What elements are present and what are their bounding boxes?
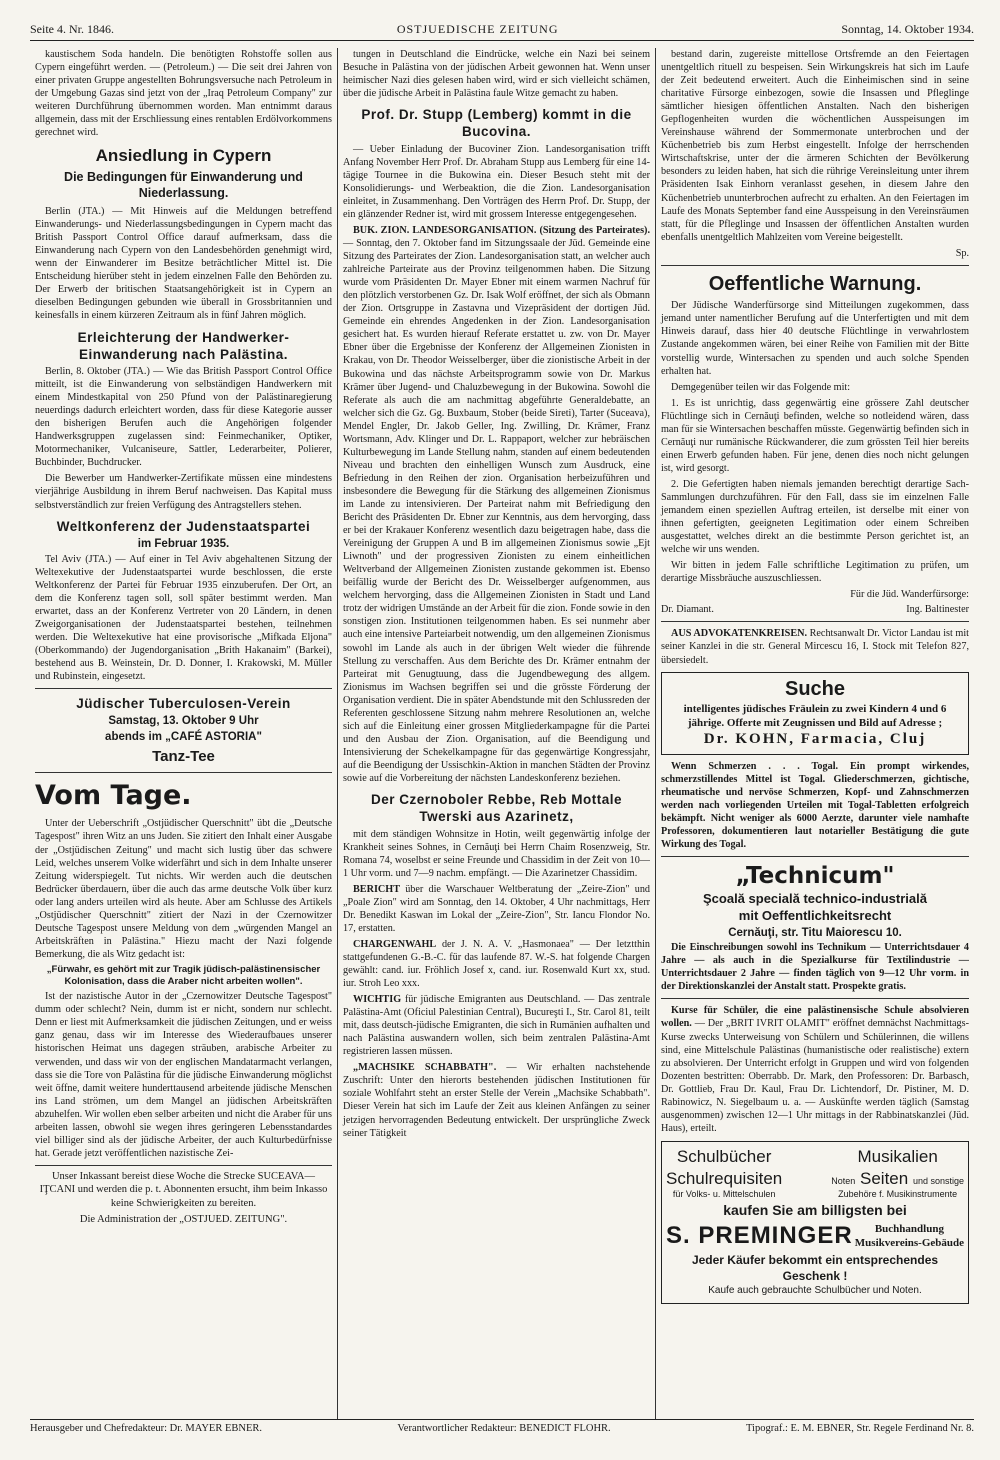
ad-preminger-name: S. PREMINGER xyxy=(666,1221,853,1249)
ad-technicum-address: Cernăuţi, str. Titu Maiorescu 10. xyxy=(728,926,902,939)
ad-technicum-sub1: Şcoală specială technico-industrială xyxy=(703,891,927,907)
issue-date: Sonntag, 14. Oktober 1934. xyxy=(841,22,974,36)
warnung-sign-2: Ing. Baltinester xyxy=(906,604,969,616)
article-continuation: kaustischem Soda handeln. Die benötigten Rohstoffe sollen aus Cypern eingeführt werden. — (Petroleum.) — Die seit drei Jahren von einer privaten Gruppe angestellten Bohrungsversuche nach Petroleum in der Umgebung Gazas sind jetzt von der „Iraq Petroleum Company" zur weiteren Durchführung übernommen worden. Man entnimmt daraus allgemein, dass mit der Erschliessung eines rentablen Erdölvorkommens gerechnet wird. xyxy=(35,49,332,139)
article-title-cypern: Ansiedlung in Cypern xyxy=(95,146,272,166)
article-body-warnung: Der Jüdische Wanderfürsorge sind Mitteilungen zugekommen, dass jemand unter namentlicher Berufung auf die Unterfertigten und mit dem Hinweis darauf, dass hier 40 deutsche Flüchtlinge in verwahrlostem Zustande angekommen wären, bei einer Reihe von Familien mit der Bitte vorstellig wurde, Wintersachen zu spenden und auch solche Spenden erhalten hat. xyxy=(661,300,969,377)
ad-preminger xyxy=(661,1141,969,1304)
article-title-wichtig: WICHTIG xyxy=(353,994,402,1006)
ad-preminger-gift2: Geschenk ! xyxy=(782,1268,848,1283)
article-body-vom-tage: Unter der Ueberschrift „Ostjüdischer Querschnitt" übt die „Deutsche Tagespost" ihren Witz an uns Juden. Sie zitiert den Inhalt einer Ausgabe der „Ostjüdischen Zeitung" und macht sich lustig über das schwere Leid, welches unserem Volke widerfährt und sich in dem Inhalte unserer Zeitung widerspiegelt. Tut nichts. Wir werden auch die deutschen Bedrücker überdauern, über die auch das arme deutsche Volk über kurz oder lang anders urteilen wird als heute. Aber am Schlusse des Artikels „Ostjüdischer Querschnitt" zitiert der Nazi in der Czernowitzer Deutsche Tagespost unsere Meldung von dem „würgenden Mangel an Arbeitskräften in Palästina." Hiezu macht der Nazi folgende Bemerkung, die als Witz gedacht ist: xyxy=(35,818,332,960)
ad-technicum-text: Die Einschreibungen sowohl ins Technikum — Unterrichtsdauer 4 Jahre — als auch in die Spezialkurse für Textilindustrie — Unterrichtsdauer 2 Jahre — finden täglich von 9—12 Uhr vorm. in der Direktionskanzlei der Anstalt statt. Prospekte gratis. xyxy=(661,942,969,993)
ad-preminger-shop1: Buchhandlung xyxy=(874,1223,944,1236)
article-title-chargenwahl: CHARGENWAHL xyxy=(353,938,437,950)
ad-left-line3: für Volks- u. Mittelschulen xyxy=(672,1189,776,1200)
article-title-parteirat: BUK. ZION. LANDESORGANISATION. (Sitzung des Parteirates). xyxy=(353,225,650,236)
footer-editor: Verantwortlicher Redakteur: BENEDICT FLOHR. xyxy=(397,1423,611,1434)
ad-right-line1: Musikalien xyxy=(857,1146,938,1166)
ad-suche-title: Suche xyxy=(784,677,846,700)
divider xyxy=(661,998,969,999)
column-2 xyxy=(338,48,656,1420)
footer-publisher: Herausgeber und Chefredakteur: Dr. MAYER EBNER. xyxy=(30,1423,263,1434)
article-body-rebbe: mit dem ständigen Wohnsitze in Hotin, weilt gegenwärtig infolge der Krankheit seines Sohnes, in Cernăuţi bei Herrn Chaim Rosenzweig, Str. Romana 74, woselbst er seine Freunde und Chassidim in der Zeit von 10—1 Uhr vorm. und 7—9 nachm. empfängt. — Die Azarinetzer Chassidim. xyxy=(343,828,650,879)
article-kurse xyxy=(661,1004,969,1134)
article-title-warnung: Oeffentliche Warnung. xyxy=(708,272,922,295)
page-header xyxy=(30,22,974,41)
ad-suche xyxy=(661,672,969,755)
ad-preminger-shop xyxy=(855,1222,964,1250)
article-wichtig xyxy=(343,993,650,1058)
article-body-warnung-2: Demgegenüber teilen wir das Folgende mit: xyxy=(671,381,851,393)
inkasso-notice-sign: Die Administration der „OSTJUED. ZEITUNG". xyxy=(79,1214,288,1226)
section-title-vom-tage: Vom Tage. xyxy=(35,779,192,811)
article-body-bericht: über die Warschauer Weltberatung der „Zeire-Zion" und „Poale Zion" wird am Sonntag, den 14. Oktober, 4 Uhr nachmittags, Herr Dr. Benedikt Kaswan im Lokal der „Zeire-Zion", Str. Iancu Flondor No. 17, erstatten. xyxy=(343,883,651,934)
article-body-machsike: — Wir erhalten nachstehende Zuschrift: Unter den hierorts bestehenden jüdischen Institutionen für soziale Wohlfahrt steht an erster Stelle der Verein „Machsike Schabbath". Dieser Verein hat sich im Laufe der Zeit aus kleinen Anfängen zu seiner jetzigen hervorragenden Bedeutung entwickelt. Der ursprüngliche Zweck seiner Tätigkeit xyxy=(343,1062,650,1139)
column-1 xyxy=(30,48,338,1420)
newspaper-page xyxy=(30,22,974,1434)
article-body-warnung-5: Wir bitten in jedem Falle schriftliche Legitimation zu prüfen, um derartige Missbräuche auszuschliessen. xyxy=(661,560,969,585)
divider xyxy=(35,772,332,773)
ad-preminger-gift3: Kaufe auch gebrauchte Schulbücher und Noten. xyxy=(708,1285,922,1297)
article-machsike xyxy=(343,1061,650,1139)
divider xyxy=(661,265,969,266)
ad-technicum-title: „Technicum" xyxy=(735,862,895,889)
ad-left-line2: Schulrequisiten xyxy=(666,1168,783,1188)
article-title-advokaten: AUS ADVOKATENKREISEN. xyxy=(671,628,808,640)
ad-right-seiten: Seiten xyxy=(860,1168,909,1188)
article-title-rebbe: Der Czernoboler Rebbe, Reb Mottale Twerski aus Azarinetz, xyxy=(370,792,623,825)
footer-printer: Tipograf.: E. M. EBNER, Str. Regele Ferdinand Nr. 8. xyxy=(746,1423,974,1434)
article-title-machsike: „MACHSIKE SCHABBATH". xyxy=(353,1062,497,1074)
article-body-cypern: Berlin (JTA.) — Mit Hinweis auf die Meldungen betreffend Einwanderungs- und Niederlassungsbedingungen in Cypern macht das British Passport Control Office darauf aufmerksam, dass die Einwanderung nach Cypern von den Landesbehörden genehmigt wird, wenn der Einwanderer im Besitze beträchtlicher Mittel ist. Die Entscheidung hierüber steht in jedem einzelnen Falle den Behörden zu. Der Erwerb der britischen Staatsangehörigkeit ist in Cypern an dieselben Bedingungen gebunden wie überall in Grossbritannien und keinesfalls in einem kürzeren Zeitraum als in fünf Jahren möglich. xyxy=(35,206,332,322)
article-body-handwerker: Berlin, 8. Oktober (JTA.) — Wie das British Passport Control Office mitteilt, ist die Einwanderung von selbständigen Handwerkern mit einem Mindestkapital von 250 Pfund von der Palästinaregierung neuerdings dadurch erleichtert worden, dass für diese Kategorie ausser den bisherigen Berufen auch die Angehörigen folgender Handwerksgruppen zugelassen sind: Feinmechaniker, Optiker, Motormechaniker, Vulcaniseure, Sattler, Lederarbeiter, Polierer, Buchbinder, Buchdrucker. xyxy=(35,366,332,469)
warnung-sign-1: Dr. Diamant. xyxy=(661,604,714,616)
divider xyxy=(35,688,332,689)
ad-preminger-name-row xyxy=(666,1221,964,1252)
article-quote: „Fürwahr, es gehört mit zur Tragik jüdisch-palästinensischer Kolonisation, dass die Araber nicht arbeiten wollen". xyxy=(46,963,321,988)
article-title-handwerker: Erleichterung der Handwerker-Einwanderung nach Palästina. xyxy=(77,329,290,362)
ad-technicum-sub2: mit Oeffentlichkeitsrecht xyxy=(738,907,892,923)
article-body-advokaten: Rechtsanwalt Dr. Victor Landau ist mit seiner Kanzlei in die str. General Mircescu 16, I. Stock mit Telefon 827, übersiedelt. xyxy=(661,628,969,666)
divider xyxy=(661,856,969,857)
article-title-bericht: BERICHT xyxy=(353,883,400,895)
article-advokaten xyxy=(661,627,969,666)
warnung-signatures xyxy=(661,603,969,616)
article-chargenwahl xyxy=(343,938,650,990)
article-body-handwerker-2: Die Bewerber um Handwerker-Zertifikate müssen eine mindestens vierjährige Ausbildung in ihrem Beruf nachweisen. Das Kapital muss selbstverständlich zur freien Verfügung des Antragstellers stehen. xyxy=(35,473,332,511)
article-parteirat xyxy=(343,224,650,785)
ad-right-line2 xyxy=(831,1168,964,1190)
article-title-stupp: Prof. Dr. Stupp (Lemberg) kommt in die Bucovina. xyxy=(361,107,632,140)
ad-preminger-gift1: Jeder Käufer bekommt ein entsprechendes xyxy=(691,1252,939,1267)
inkasso-notice xyxy=(35,1165,332,1227)
article-body-kurse: — Der „BRIT IVRIT OLAMIT" eröffnet demnächst Nachmittags-Kurse zwecks Unterweisung von Schülern und Schülerinnen, die willens sind, eine Mittelschule Palästinas (humanistische oder realistische) extern zu absolvieren. Der Unterricht erfolgt in Gruppen und wird von folgenden Dozenten bestritten: Oberrabb. Dr. Mark, den Professoren: Dr. Barbasch, Dr. Gottlieb, Frau Dr. Kaul, Frau Dr. Lichtendorf, Dr. Pistiner, M. D. Rabinowicz, N. Siegelbaum u. a. — Auskünfte werden täglich (Samstag ausgenommen) zwischen 12—1 Uhr mittags in der Rabbinatskanzlei (Jüd. Haus), erteilt. xyxy=(661,1018,970,1134)
article-body-weltkonferenz: Tel Aviv (JTA.) — Auf einer in Tel Aviv abgehaltenen Sitzung der Weltexekutive der Judenstaatspartei wurde beschlossen, die erste Weltkonferenz der Partei für Februar 1935 einzuberufen. Der Ort, an dem die Konferenz tagen soll, soll später bestimmt werden. Man erwartet, dass an der Konferenz Vertreter von 20 Ländern, in denen Zweigorganisationen der Judenstaatspartei bestehen, teilnehmen werden. Die Weltexekutive hat eine provisorische „Mifkada Eljona" (Oberkommando) der Jugendorganisation „Brith Hakanaim" (Barkei), bestehend aus B. Weinstein, Dr. D. Donner, I. Krakowski, M. Müller und Rubinstein, eingesetzt. xyxy=(35,553,332,682)
article-title-kurse: Kurse für Schüler, die eine palästinensische Schule absolvieren wollen. xyxy=(661,1005,969,1030)
ad-preminger-top xyxy=(666,1146,964,1201)
ad-title-tuberculosen: Jüdischer Tuberculosen-Verein xyxy=(76,696,291,711)
ad-suche-text: intelligentes jüdisches Fräulein zu zwei Kindern 4 und 6 jährige. Offerte mit Zeugnissen und Bild auf Adresse ; xyxy=(683,703,947,730)
article-body-warnung-3: 1. Es ist unrichtig, dass gegenwärtig eine grössere Zahl deutscher Flüchtlinge sich in Cernăuţi befinden, welche so notleidend wären, dass man für sie Wintersachen beschaffen müsste. Gegenwärtig befinden sich in Cernăuţi nur rumänische Rückwanderer, die zum grössten Teil hier bereits einen Erwerb gefunden haben. Für jene, denen dies noch nicht gelungen ist, wird gesorgt. xyxy=(661,397,969,474)
ad-preminger-line: kaufen Sie am billigsten bei xyxy=(723,1201,907,1218)
ad-musikalien xyxy=(831,1146,964,1201)
ad-line-event: Tanz-Tee xyxy=(152,747,215,765)
ad-right-sonstige: und sonstige xyxy=(912,1175,964,1186)
page-number: Seite 4. Nr. 1846. xyxy=(30,22,114,36)
article-signature: Sp. xyxy=(955,247,969,259)
column-3 xyxy=(656,48,974,1420)
ad-right-noten: Noten xyxy=(831,1175,856,1186)
article-bericht xyxy=(343,883,650,935)
ad-togal-title: Wenn Schmerzen . . . Togal. xyxy=(671,760,839,772)
ad-togal-text: Ein prompt wirkendes, schmerzstillendes Mittel ist Togal. Gliederschmerzen, gichtische, rheumatische und nervöse Schmerzen, Kopf- und Zahnschmerzen werden nach vorliegenden Urteilen mit Togal-Tabletten erfolgreich bekämpft. Nicht weniger als 6000 Aerzte, darunter viele namhafte Professoren, dokumentieren laut notarieller Bestätigung die gute Wirkung des Togal. xyxy=(661,760,969,850)
article-subtitle-weltkonferenz: im Februar 1935. xyxy=(137,537,230,550)
article-subtitle-cypern: Die Bedingungen für Einwanderung und Niederlassung. xyxy=(64,170,303,201)
ad-schulbuecher xyxy=(666,1146,782,1201)
ad-suche-contact: Dr. KOHN, Farmacia, Cluj xyxy=(703,731,927,748)
divider xyxy=(661,621,969,622)
article-continuation: bestand darin, zugereiste mittellose Ortsfremde an den Feiertagen unentgeltlich rituell zu bespeisen. Sein Wirkungskreis hat sich im Laufe der Zeit bedeutend erweitert. Auch die Einheimischen sind in seine charitative Fürsorge einbezogen, sowie die Insassen und Pfleglinge sämtlicher hiesigen öffentlichen Anstalten. Nach den bisherigen Gepflogenheiten wurden die wöchentlichen Ausspeisungen im Vereinshause während der Sommermonate unterbrochen und der Küchenbetrieb bis zum Herbst eingestellt. Infolge der herrschenden Wirtschaftskrise, unter der die ärmeren Schichten der Bevölkerung besonders zu leiden haben, hat sich die rührige Vereinsleitung unter ihrem Präsidenten Isak Einhorn veranlasst gesehen, in diesem Jahre den Küchenbetrieb ununterbrochen aufrecht zu erhalten. An den Feiertagen im Laufe des Monats September fand eine Ausspeisung in den Vereinsräumen statt, für die Pfleglinge und Insassen der öffentlichen Anstalten wurden ebenfalls unentgeltlich Mahlzeiten vom Vereine beigestellt. xyxy=(661,49,969,243)
article-body-vom-tage-2: Ist der nazistische Autor in der „Czernowitzer Deutsche Tagespost" dumm oder schlecht? Nein, dumm ist er nicht, sondern nur schlecht. Denn er liest mit Aufmerksamkeit die jüdischen Zeitungen, und er weiss ganz genau, dass wir im Interesse des Wiederaufbaues unserer historischen Heimat uns dagegen sträuben, arabische Arbeiter zu verwenden, und dass wir von der englischen Mandatarmacht verlangen, dass sie die Tore von Palästina für die jüdische Einwanderung möglichst weit öffne, damit weitere hunderttausend arbeitende jüdische Menschen ins Land strömen, um dem Mangel an jüdischen Arbeitskräften abzuhelfen. Wir wollen eben selber arbeiten und nicht die Araber für uns arbeiten lassen, obwohl sie wegen ihres geringeren Lebensstandardes viel billiger sind als der jüdische Arbeiter, der auch Kulturbedürfnisse hat. Gerade jetzt veröffentlichen nazistische Zei- xyxy=(35,991,332,1159)
warnung-sign-org: Für die Jüd. Wanderfürsorge: xyxy=(850,589,969,601)
article-body-wichtig: für jüdische Emigranten aus Deutschland. — Das zentrale Palästina-Amt (Oficiul Palestinian Central), Bucureşti I., Str. Carol 81, teilt mit, dass deutsch-jüdische Emigranten, die sich in Rumänien aufhalten und nach Palästina auswandern wollen, sich beim zentralen Palästina-Amt registrieren lassen müssen. xyxy=(343,994,651,1058)
ad-line-date: Samstag, 13. Oktober 9 Uhr xyxy=(108,715,259,728)
ad-preminger-shop2: Musikvereins-Gebäude xyxy=(854,1237,964,1250)
columns xyxy=(30,48,974,1420)
page-footer xyxy=(30,1419,974,1434)
article-body-parteirat: — Sonntag, den 7. Oktober fand im Sitzungssaale der Jüd. Gemeinde eine Sitzung des Parteirates der Zion. Landesorganisation statt, an welcher auch zahlreiche Parteirate aus der Provinz teilgenommen haben. Die Sitzung wurde vom Präsidenten Dr. Mayer Ebner mit einem warmen Nachruf für den plötzlich verstorbenen Gz. Dr. Isak Wolf eröffnet, der sich als Obmann der Zion. Ortsgruppe in Zastavna und Vizepräsident der dortigen Jüd. Gemeinde ein ehrendes Angedenken in der Zion. Landesorganisation gesichert hat. Es wurden hierauf Referate erstattet u. zw. von Dr. Mayer Ebner über die Ergebnisse der Konferenz der Allgemeinen Zionisten in Krakau, von Dr. Theodor Weisselberger, über die zionistische Arbeit in der Bukowina und das nächste Arbeitsprogramm sowie von Dr. Markus Krämer über Jugend- und Chaluzbewegung in der Bukowina. Sowohl die Referate als auch die am nachmittag abgeführte Generaldebatte, an welcher sich die Gz. Gg. Buxbaum, Stober (beide Sireti), Tarter (Suceava), Mendel Engler, Dr. Jakob Geller, Ing. Zwilling, Dr. Krämer, Franz Wortsmann, Adv. Klinger und Dr. L. Rappaport, welcher zur hebräischen Kulturbewegung im Lande Stellung nahm, standen auf einem bedeutenden Niveau und brachten den einhelligen Wunsch zum Ausdruck, eine Befriedung in den Reihen der zion. Organisation herbeizuführen und insbesondere die Bewegung für die Stärkung des allgemeinen Zionismus im Lande zu intensivieren. Der Parteirat nahm mit Befriedigung den Bericht des Präsidenten Dr. Ebner zur Kenntnis, aus dem hervorging, dass er bei der Krakauer Konferenz wesentlich dazu beigetragen habe, dass die Vereinigung der Gruppen A und B im allgemeinen Zionismus sowie „Ejt Liwnoth" und der progressiven Zionisten zu einem einheitlichen Weltverband der Allgemeinen Zionisten zustande gekommen ist. Ebenso beifällig wurde der Bericht des Dr. Weisselberger aufgenommen, aus welchem hervorging, dass die Allgemeinen Zionisten in Stadt und Land trotz der widrigen Umstände an der Arbeit für die zion. Fonde sowie in den sonstigen zion. Institutionen teilgenommen haben. Es sei nunmehr aber auch eine intensive Parteiarbeit notwendig, um den allgemeinen Zionismus sowohl im Lande als auch in der übrigen Welt wieder die führende Stellung zu verschaffen. Aus dem Berichte des Dr. Krämer entnahm der Parteirat mit Genugtuung, dass die Jugendbewegung des allgem. Zionismus im Wachsen begriffen sei und die grösste Förderung der Organisation verdient. Die in später Abendstunde mit den Schlussreden der Referenten geschlossene Sitzung nahm mehrere Resolutionen an, welche sich auf die Einleitung einer grossen Mitgliederkampagne für die Partei und den Ausbau der Zion. Organisation, auf die Beendigung und Intensivierung der Schekelkampagne für das gegenwärtige Kongressjahr, auf die Beendigung der Ussischkin-Aktion in manchen Städten der Provinz sowie auf die Vorbereitung der nächsten Landeskonferenz beziehen. xyxy=(343,238,650,784)
ad-togal xyxy=(661,760,969,851)
article-body-warnung-4: 2. Die Gefertigten haben niemals jemanden berechtigt derartige Sach-Sammlungen durchzuführen. Für den Fall, dass sie im einzelnen Falle jemandem einen speziellen Auftrag erteilen, ist derselbe mit einer von ihnen gefertigten, geeigneten Legitimation oder einem Schreiben ausgestattet, welches direkt an die bestimmte Person gerichtet ist, an welche wir uns wenden. xyxy=(661,478,969,556)
inkasso-notice-text: Unser Inkassant bereist diese Woche die Strecke SUCEAVA—IŢCANI und werden die p. t. Abonnenten ersucht, ihm beim Inkasso keine Schwierigkeiten zu bereiten. xyxy=(39,1170,328,1209)
article-body-chargenwahl: der J. N. A. V. „Hasmonaea" — Der letztthin stattgefundenen G.-B.-C. für das laufende 87. W.-S. hat folgende Chargen gewählt: cand. iur. Fröhlich Josef x, cand. iur. Rosenwald Kurt xx, stud. iur. Stroh Leo xxx. xyxy=(343,938,650,990)
ad-left-line1: Schulbücher xyxy=(676,1146,772,1166)
article-title-weltkonferenz: Weltkonferenz der Judenstaatspartei xyxy=(56,518,311,534)
ad-line-venue: abends im „CAFÉ ASTORIA" xyxy=(105,730,262,743)
article-body-stupp: — Ueber Einladung der Bucoviner Zion. Landesorganisation trifft Anfang November Herr Prof. Dr. Abraham Stupp aus Lemberg für eine 14-tägige Tournee in die Bukowina ein. Dieser Besuch steht mit der Konsolidierungs- und Werbeaktion, die die Zion. Landesorganisation einleitet, in Zusammenhang. Den Vorträgen des Herrn Prof. Dr. Stupp, der ein glänzender Redner ist, wird mit grossem Interesse entgegengesehen. xyxy=(343,143,650,220)
masthead: OSTJUEDISCHE ZEITUNG xyxy=(396,22,559,36)
ad-right-line3: Zubehöre f. Musikinstrumente xyxy=(838,1189,958,1200)
article-continuation: tungen in Deutschland die Eindrücke, welche ein Nazi bei seinem Besuche in Palästina von der jüdischen Arbeit gewonnen hat. Wenn unser heimischer Nazi dies gelesen haben wird, wird er sich vielleicht schämen, über die jüdische Arbeit in Palästina faule Witze gemacht zu haben. xyxy=(343,49,650,100)
